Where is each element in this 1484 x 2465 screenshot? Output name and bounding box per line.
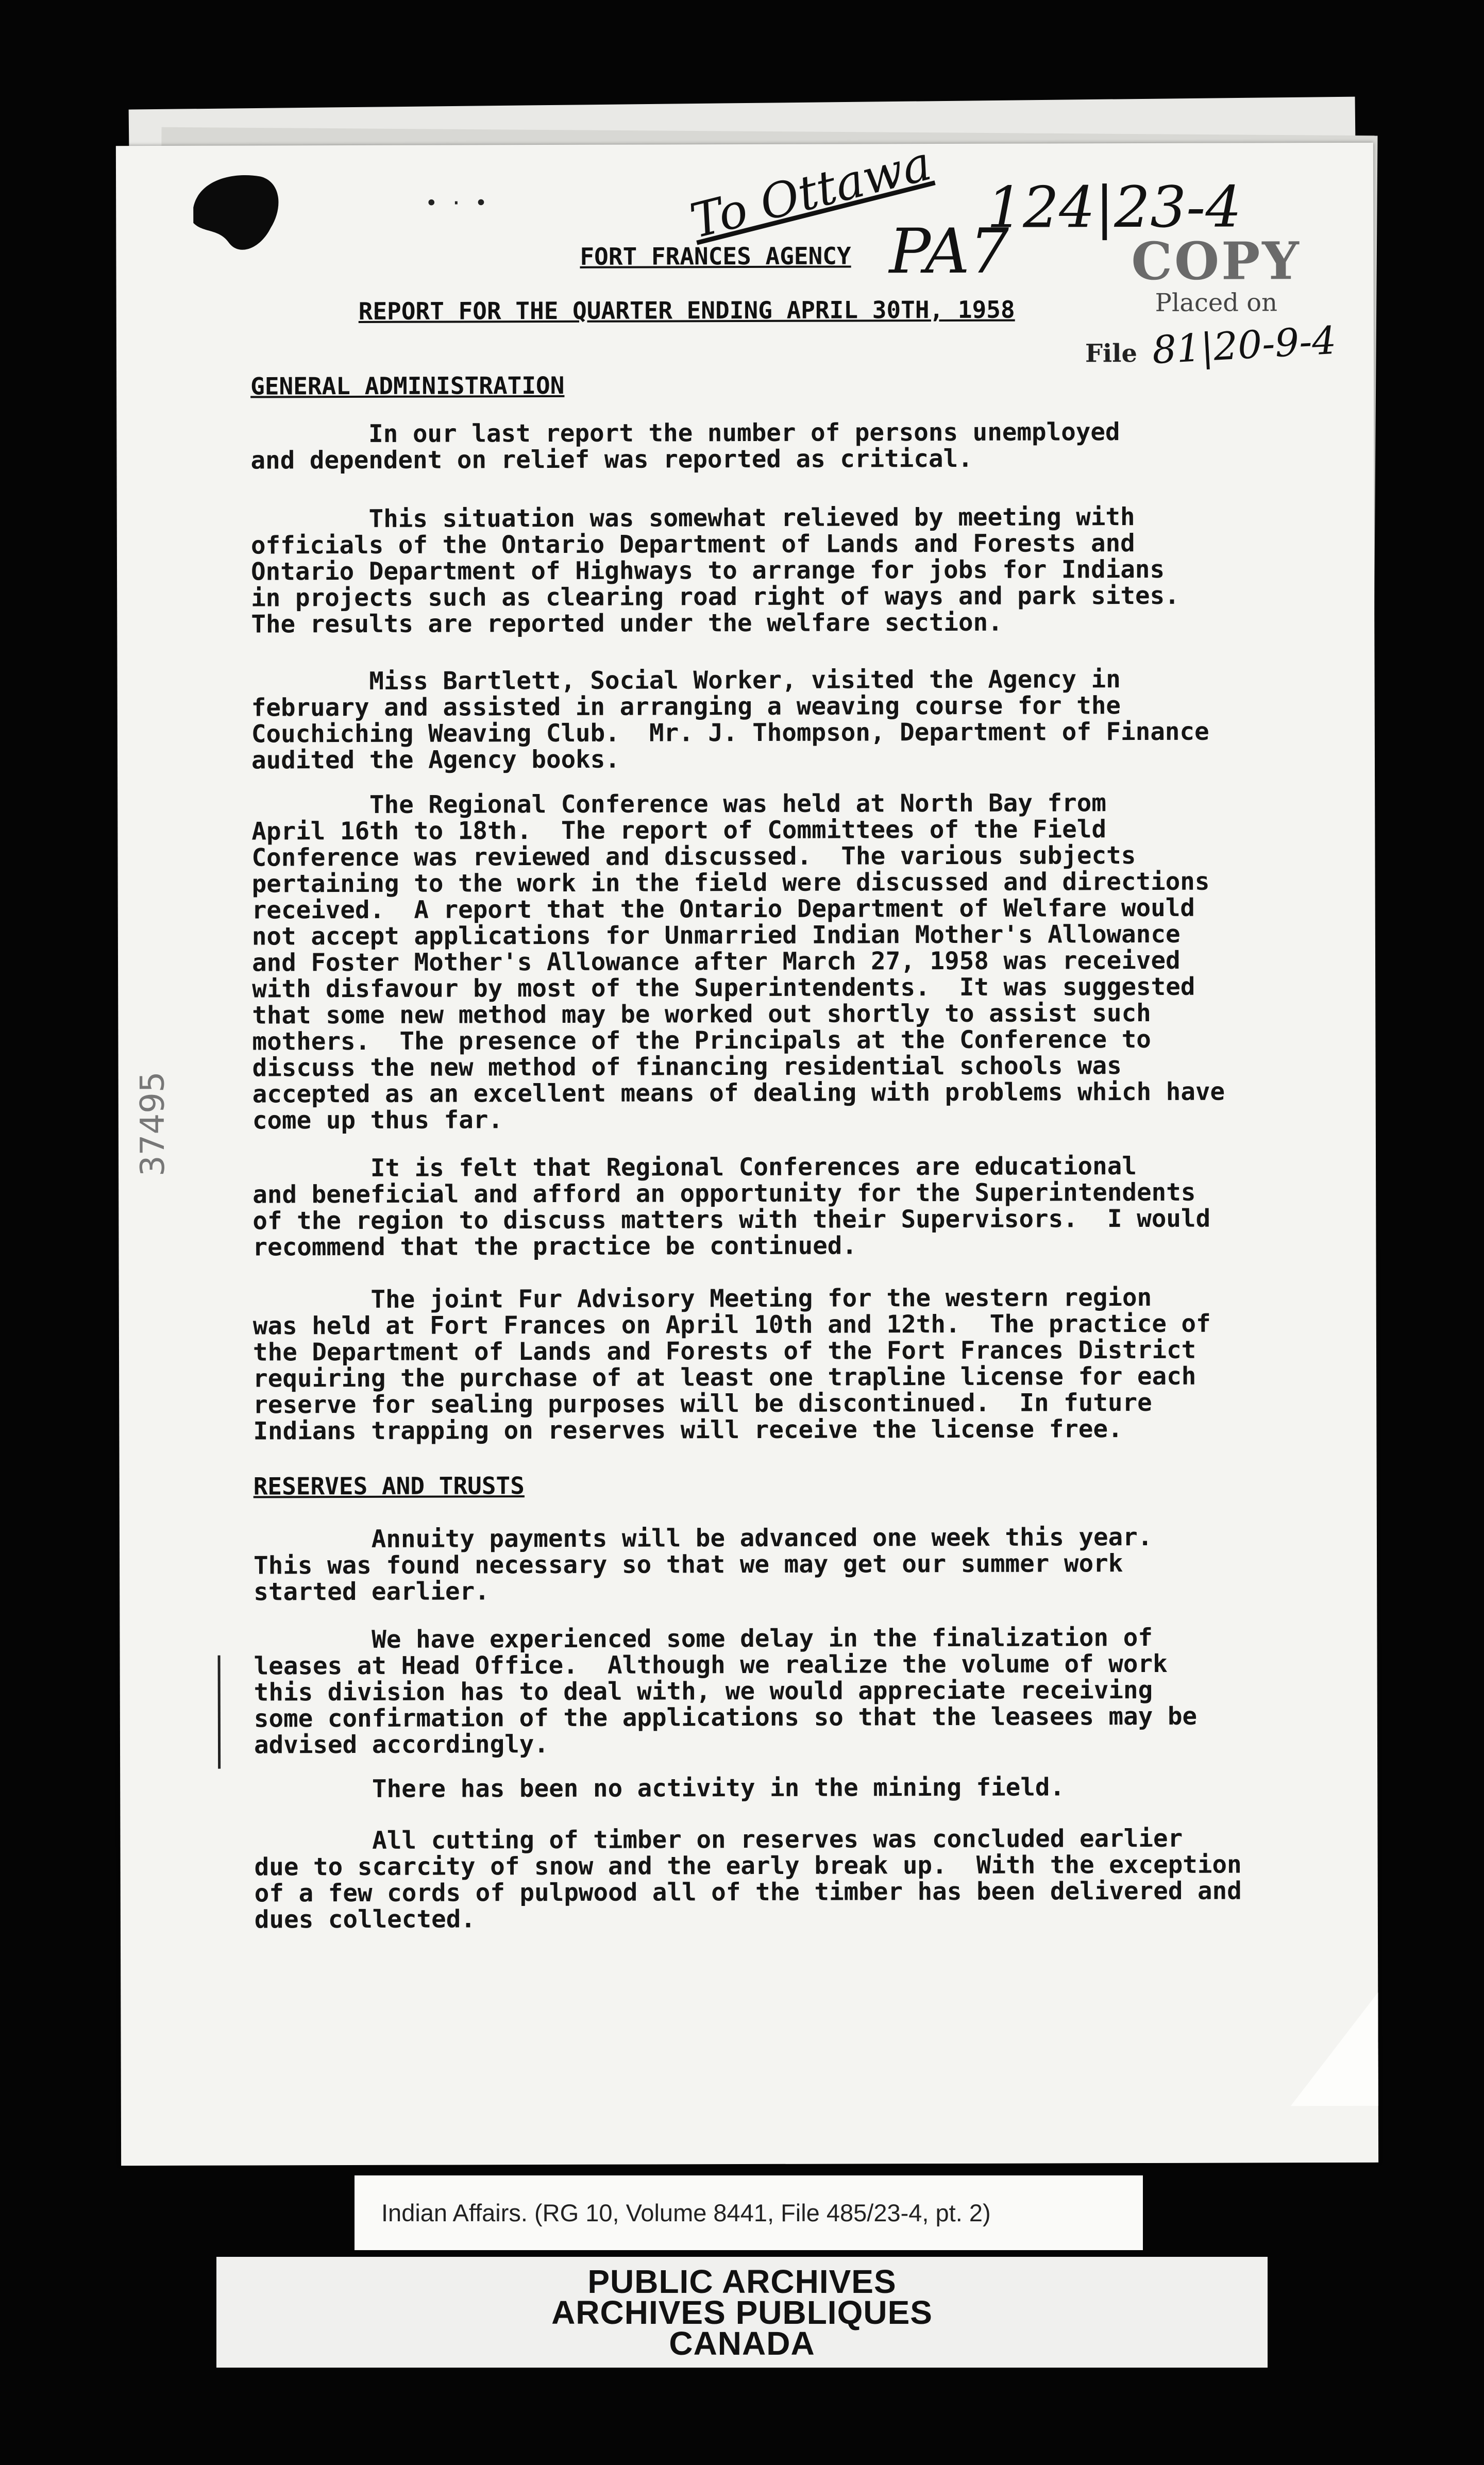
paragraph: In our last report the number of persons unemployed and dependent on relief was reported as critical. xyxy=(250,418,1120,475)
stamp-copy-text: COPY xyxy=(1131,230,1301,292)
paragraph: The Regional Conference was held at North Bay from April 16th to 18th. The report of Committees of the Field Conference was reviewed and discussed. The various subjects pertaining to the work in the field were discussed and directions received. A report that the Ontario Department of Welfare would not accept applications for Unmarried Indian Mother's Allowance and Foster Mother's Allowance after March 27, 1958 was received with disfavour by most of the Superintendents. It was suggested that some new method may be worked out shortly to assist such mothers. The presence of the Principals at the Conference to discuss the new method of financing residential schools was accepted as an excellent means of dealing with problems which have come up thus far. xyxy=(251,789,1225,1135)
margin-stamp-number: 37495 xyxy=(133,1071,173,1177)
handwritten-file-reference: 81|20-9-4 xyxy=(1151,318,1338,373)
paragraph: All cutting of timber on reserves was concluded earlier due to scarcity of snow and the early break up. With the exception of a few cords of pulpwood all of the timber has been delivered and dues collected. xyxy=(254,1824,1242,1934)
ink-specks: • · • xyxy=(425,191,487,215)
archive-line-english: PUBLIC ARCHIVES xyxy=(587,2263,897,2300)
paragraph: The joint Fur Advisory Meeting for the western region was held at Fort Frances on April 10th and 12th. The practice of the Department of Lands and Forests of the Fort Frances District requiring the purchase of at least one trapline license for each reserve for sealing purposes will be discontinued. In future Indians trapping on reserves will receive the license free. xyxy=(252,1283,1211,1446)
ink-blot-mark xyxy=(183,166,286,259)
agency-title: FORT FRANCES AGENCY xyxy=(580,242,851,271)
page-corner-fold xyxy=(1290,1993,1378,2106)
paragraph: It is felt that Regional Conferences are educational and beneficial and afford an opportunity for the Superintendents of the region to discuss matters with their Supervisors. I would recommend that the practice be continued. xyxy=(252,1152,1211,1262)
citation-text: Indian Affairs. (RG 10, Volume 8441, File 485/23-4, pt. 2) xyxy=(381,2199,991,2226)
paragraph: This situation was somewhat relieved by meeting with officials of the Ontario Department of Lands and Forests and Ontario Department of Highways to arrange for jobs for Indians in projects such as clearing road right of ways and park sites. The results are reported under the welfare section. xyxy=(250,503,1179,639)
paragraph: Annuity payments will be advanced one week this year. This was found necessary so that we may get our summer work started earlier. xyxy=(253,1523,1153,1607)
report-title: REPORT FOR THE QUARTER ENDING APRIL 30TH, 1958 xyxy=(358,295,1015,325)
section-heading-general-administration: GENERAL ADMINISTRATION xyxy=(250,371,565,400)
margin-line-mark xyxy=(218,1656,221,1769)
handwritten-file-number: 124|23-4 xyxy=(987,174,1242,241)
paragraph: There has been no activity in the mining field. xyxy=(254,1773,1065,1804)
section-heading-reserves-and-trusts: RESERVES AND TRUSTS xyxy=(253,1472,525,1500)
archive-line-country: CANADA xyxy=(669,2324,815,2362)
stamp-file-label: File xyxy=(1085,339,1138,368)
stamp-placed-on-text: Placed on xyxy=(1155,288,1278,317)
archive-label xyxy=(216,2257,1268,2368)
handwritten-pa-mark: PA7 xyxy=(889,215,1009,288)
citation-label xyxy=(355,2175,1143,2250)
document-page xyxy=(116,136,1378,2166)
archive-line-french: ARCHIVES PUBLIQUES xyxy=(551,2293,933,2331)
copy-stamp xyxy=(1131,230,1301,317)
paragraph: Miss Bartlett, Social Worker, visited the Agency in february and assisted in arranging a weaving course for the Couchiching Weaving Club. Mr. J. Thompson, Department of Finance audited the Agency books. xyxy=(251,665,1209,775)
paragraph: We have experienced some delay in the finalization of leases at Head Office. Although we realize the volume of work this division has to deal with, we would appreciate receiving some confirmation of the applications so that the leasees may be advised accordingly. xyxy=(254,1623,1198,1760)
handwritten-to-ottawa: To Ottawa xyxy=(685,136,937,249)
